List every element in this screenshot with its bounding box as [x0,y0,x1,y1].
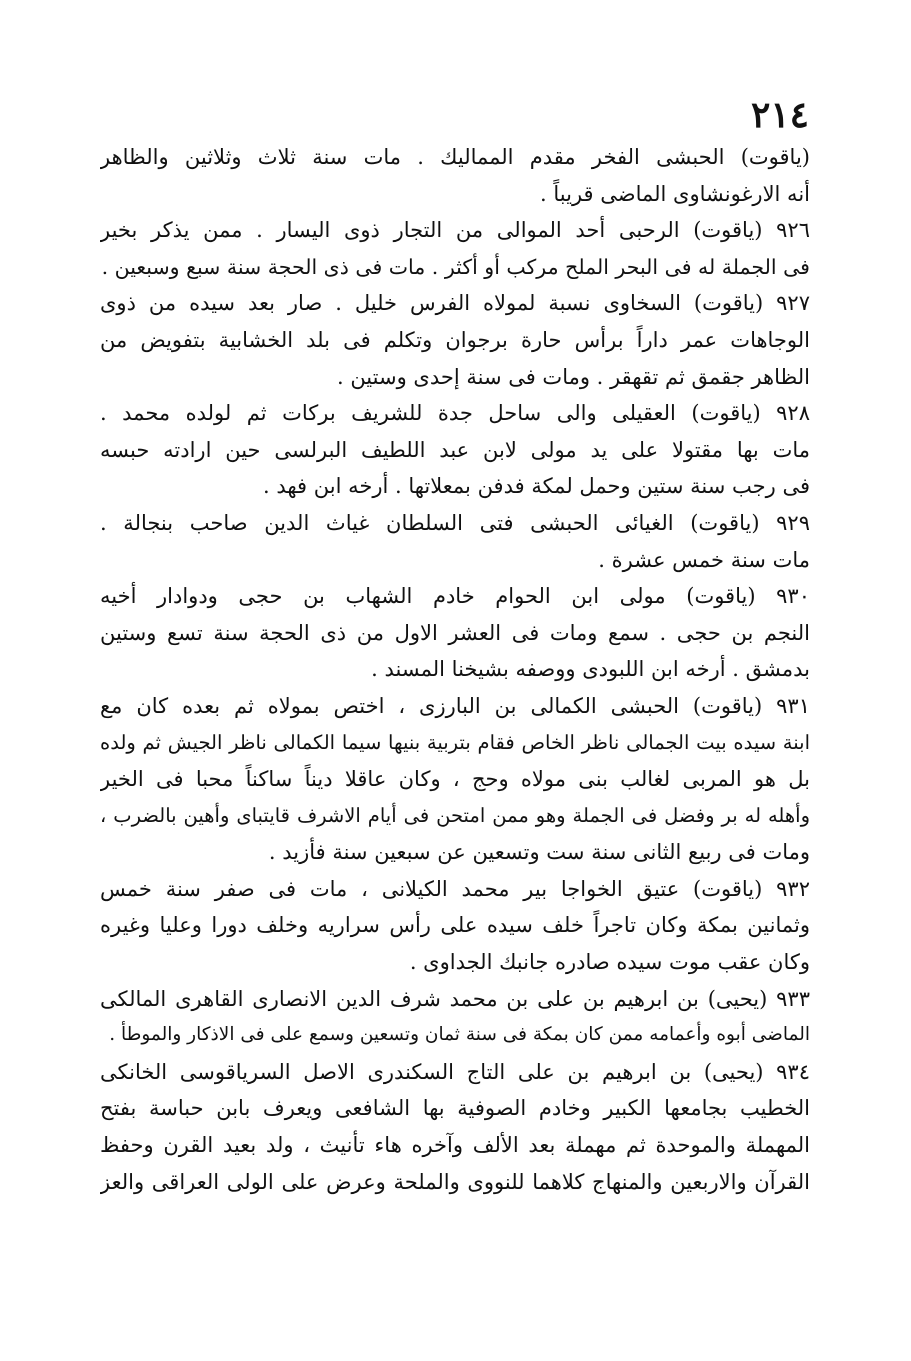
text-line: ٩٢٩ (ياقوت) الغيائى الحبشى فتى السلطان غياث الدين صاحب بنجالة . [100,510,810,535]
text-line: ٩٢٦ (ياقوت) الرحبى أحد الموالى من التجار ذوى اليسار . ممن يذكر بخير [100,218,810,243]
text-line: الظاهر جقمق ثم تقهقر . ومات فى سنة إحدى وستين . [336,364,810,389]
page-body [100,139,810,1200]
text-line: ومات فى ربيع الثانى سنة ست وتسعين عن سبعين سنة فأزيد . [268,840,810,865]
text-line: فى رجب سنة ستين وحمل لمكة فدفن بمعلاتها . أرخه ابن فهد . [262,474,810,499]
text-line: ٩٣٤ (يحيى) بن ابرهيم بن على التاج السكندرى الاصل السرياقوسى الخانكى [100,1059,810,1084]
text-line: النجم بن حجى . سمع ومات فى العشر الاول من ذى الحجة سنة تسع وستين [100,620,810,645]
text-line: أنه الارغونشاوى الماضى قريباً . [540,181,810,206]
text-line: مات سنة خمس عشرة . [598,547,810,572]
text-line: المهملة والموحدة ثم مهملة بعد الألف وآخره هاء تأنيث ، ولد بعيد القرن وحفظ [100,1133,810,1158]
text-line: ٩٣٣ (يحيى) بن ابرهيم بن على بن محمد شرف الدين الانصارى القاهرى المالكى [100,986,810,1011]
text-line: ٩٣٢ (ياقوت) عتيق الخواجا بير محمد الكيلانى ، مات فى صفر سنة خمس [100,876,810,901]
text-line: وكان عقب موت سيده صادره جانبك الجداوى . [409,950,810,975]
text-line: مات بها مقتولا على يد مولى لابن عبد اللطيف البرلسى حين ارادته حبسه [100,437,810,462]
text-line: ٩٣١ (ياقوت) الحبشى الكمالى بن البارزى ، اختص بمولاه ثم بعده كان مع [100,693,810,718]
text-line: ابنة سيده بيت الجمالى ناظر الخاص فقام بتربية بنيها سيما الكمالى ناظر الجيش ثم ولده [100,730,810,754]
text-line: بل هو المربى لغالب بنى مولاه وحج ، وكان عاقلا ديناً ساكناً محبا فى الخير [100,767,810,792]
text-line: وثمانين بمكة وكان تاجراً خلف سيده على رأس سراريه وخلف دورا وعليا وغيره [100,913,810,938]
book-page [100,95,810,1335]
text-line: الوجاهات عمر داراً برأس حارة برجوان وتكلم فى بلد الخشابية بتفويض من [100,327,810,352]
text-line: ٩٣٠ (ياقوت) مولى ابن الحوام خادم الشهاب بن حجى ودوادار أخيه [100,584,810,609]
text-line: القرآن والاربعين والمنهاج كلاهما للنووى والملحة وعرض على الولى العراقى والعز [100,1169,810,1194]
text-line: (ياقوت) الحبشى الفخر مقدم المماليك . مات سنة ثلاث وثلاثين والظاهر [100,145,810,169]
text-line: ٩٢٧ (ياقوت) السخاوى نسبة لمولاه الفرس خليل . صار بعد سيده من ذوى [100,291,810,316]
text-line: فى الجملة له فى البحر الملح مركب أو أكثر . مات فى ذى الحجة سنة سبع وسبعين . [101,254,810,279]
text-line: الخطيب بجامعها الكبير وخادم الصوفية بها الشافعى ويعرف بابن حباسة بفتح [100,1096,810,1121]
page-number: ٢١٤ [750,94,809,136]
text-line: ٩٢٨ (ياقوت) العقيلى والى ساحل جدة للشريف بركات ثم لولده محمد . [100,401,810,426]
text-line: الماضى أبوه وأعمامه ممن كان بمكة فى سنة ثمان وتسعين وسمع على فى الاذكار والموطأ . [109,1024,810,1046]
text-line: وأهله له بر وفضل فى الجملة وهو ممن امتحن فى أيام الاشرف قايتباى وأهين بالضرب ، [100,803,810,827]
text-line: بدمشق . أرخه ابن اللبودى ووصفه بشيخنا المسند . [371,657,810,682]
